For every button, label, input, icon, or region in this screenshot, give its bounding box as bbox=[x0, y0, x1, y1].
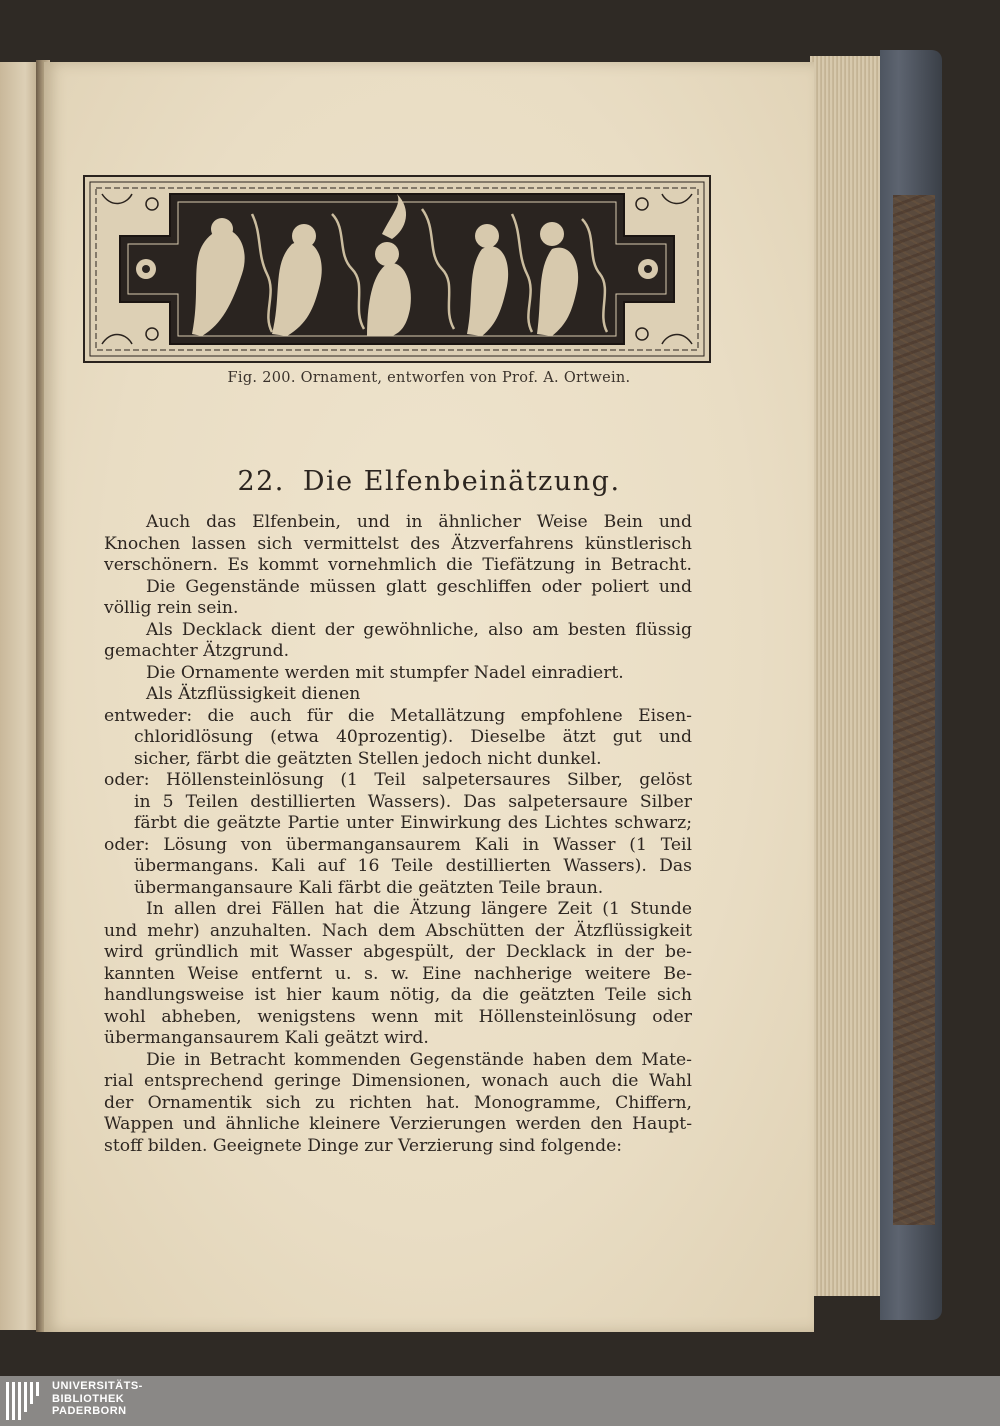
text-line: wohl abheben, wenigstens wenn mit Höllensteinlösung oder bbox=[104, 1006, 692, 1027]
text-line: Die Ornamente werden mit stumpfer Nadel einradiert. bbox=[146, 662, 624, 683]
text-line: und mehr) anzuhalten. Nach dem Abschütten der Ätzflüssigkeit bbox=[104, 920, 692, 941]
text-line: der Ornamentik sich zu richten hat. Monogramme, Chiffern, bbox=[104, 1092, 692, 1113]
logo-line: UNIVERSITÄTS- bbox=[52, 1380, 143, 1392]
text-line: oder: Lösung von übermangansaurem Kali in Wasser (1 Teil bbox=[104, 834, 692, 855]
text-line: wird gründlich mit Wasser abgespült, der Decklack in der be- bbox=[104, 942, 692, 962]
body-text bbox=[104, 512, 692, 1157]
text-line: Knochen lassen sich vermittelst des Ätzverfahrens künstlerisch bbox=[104, 533, 692, 554]
library-logo-text bbox=[52, 1380, 143, 1418]
text-line: handlungsweise ist hier kaum nötig, da die geätzten Teile sich bbox=[104, 985, 692, 1005]
text-line: Auch das Elfenbein, und in ähnlicher Weise Bein und bbox=[146, 512, 692, 532]
page-stack-edges bbox=[810, 56, 890, 1296]
text-line: übermangansaure Kali färbt die geätzten Teile braun. bbox=[134, 877, 604, 898]
library-footer-bar bbox=[0, 1376, 1000, 1426]
library-logo-icon bbox=[6, 1382, 46, 1420]
text-line: sicher, färbt die geätzten Stellen jedoch nicht dunkel. bbox=[134, 748, 602, 769]
text-line: kannten Weise entfernt u. s. w. Eine nachherige weitere Be- bbox=[104, 963, 692, 984]
text-line: oder: Höllensteinlösung (1 Teil salpetersaures Silber, gelöst bbox=[104, 770, 692, 790]
marbled-cover bbox=[893, 195, 935, 1225]
section-heading bbox=[44, 466, 814, 497]
section-number: 22. bbox=[237, 466, 285, 497]
text-line: gemachter Ätzgrund. bbox=[104, 641, 290, 661]
text-line: völlig rein sein. bbox=[104, 598, 239, 618]
text-line: stoff bilden. Geeignete Dinge zur Verzierung sind folgende: bbox=[104, 1135, 623, 1156]
logo-line: PADERBORN bbox=[52, 1405, 127, 1417]
section-title: Die Elfenbeinätzung. bbox=[302, 466, 621, 497]
text-line: übermangansaurem Kali geätzt wird. bbox=[104, 1028, 429, 1048]
book-page bbox=[44, 62, 814, 1332]
text-line: in 5 Teilen destillierten Wassers). Das salpetersaure Silber bbox=[134, 791, 692, 812]
text-line: Die Gegenstände müssen glatt geschliffen oder poliert und bbox=[146, 576, 692, 597]
text-line: In allen drei Fällen hat die Ätzung längere Zeit (1 Stunde bbox=[146, 899, 692, 919]
text-line: Die in Betracht kommenden Gegenstände haben dem Mate- bbox=[146, 1049, 692, 1070]
text-line: übermangans. Kali auf 16 Teile destillierten Wassers). Das bbox=[134, 856, 692, 876]
logo-line: BIBLIOTHEK bbox=[52, 1392, 125, 1405]
text-line: chloridlösung (etwa 40prozentig). Dieselbe ätzt gut und bbox=[134, 727, 692, 747]
text-line: Wappen und ähnliche kleinere Verzierungen werden den Haupt- bbox=[104, 1114, 692, 1134]
text-line: entweder: die auch für die Metallätzung empfohlene Eisen- bbox=[104, 705, 692, 726]
figure-caption: Fig. 200. Ornament, entworfen von Prof. A. Ortwein. bbox=[227, 370, 631, 386]
text-line: Als Decklack dient der gewöhnliche, also am besten flüssig bbox=[146, 619, 692, 640]
text-line: rial entsprechend geringe Dimensionen, wonach auch die Wahl bbox=[104, 1071, 692, 1091]
text-line: Als Ätzflüssigkeit dienen bbox=[146, 684, 361, 704]
text-line: verschönern. Es kommt vornehmlich die Tiefätzung in Betracht. bbox=[104, 555, 692, 575]
ornament-figure bbox=[82, 174, 712, 364]
text-line: färbt die geätzte Partie unter Einwirkung des Lichtes schwarz; bbox=[134, 813, 692, 833]
